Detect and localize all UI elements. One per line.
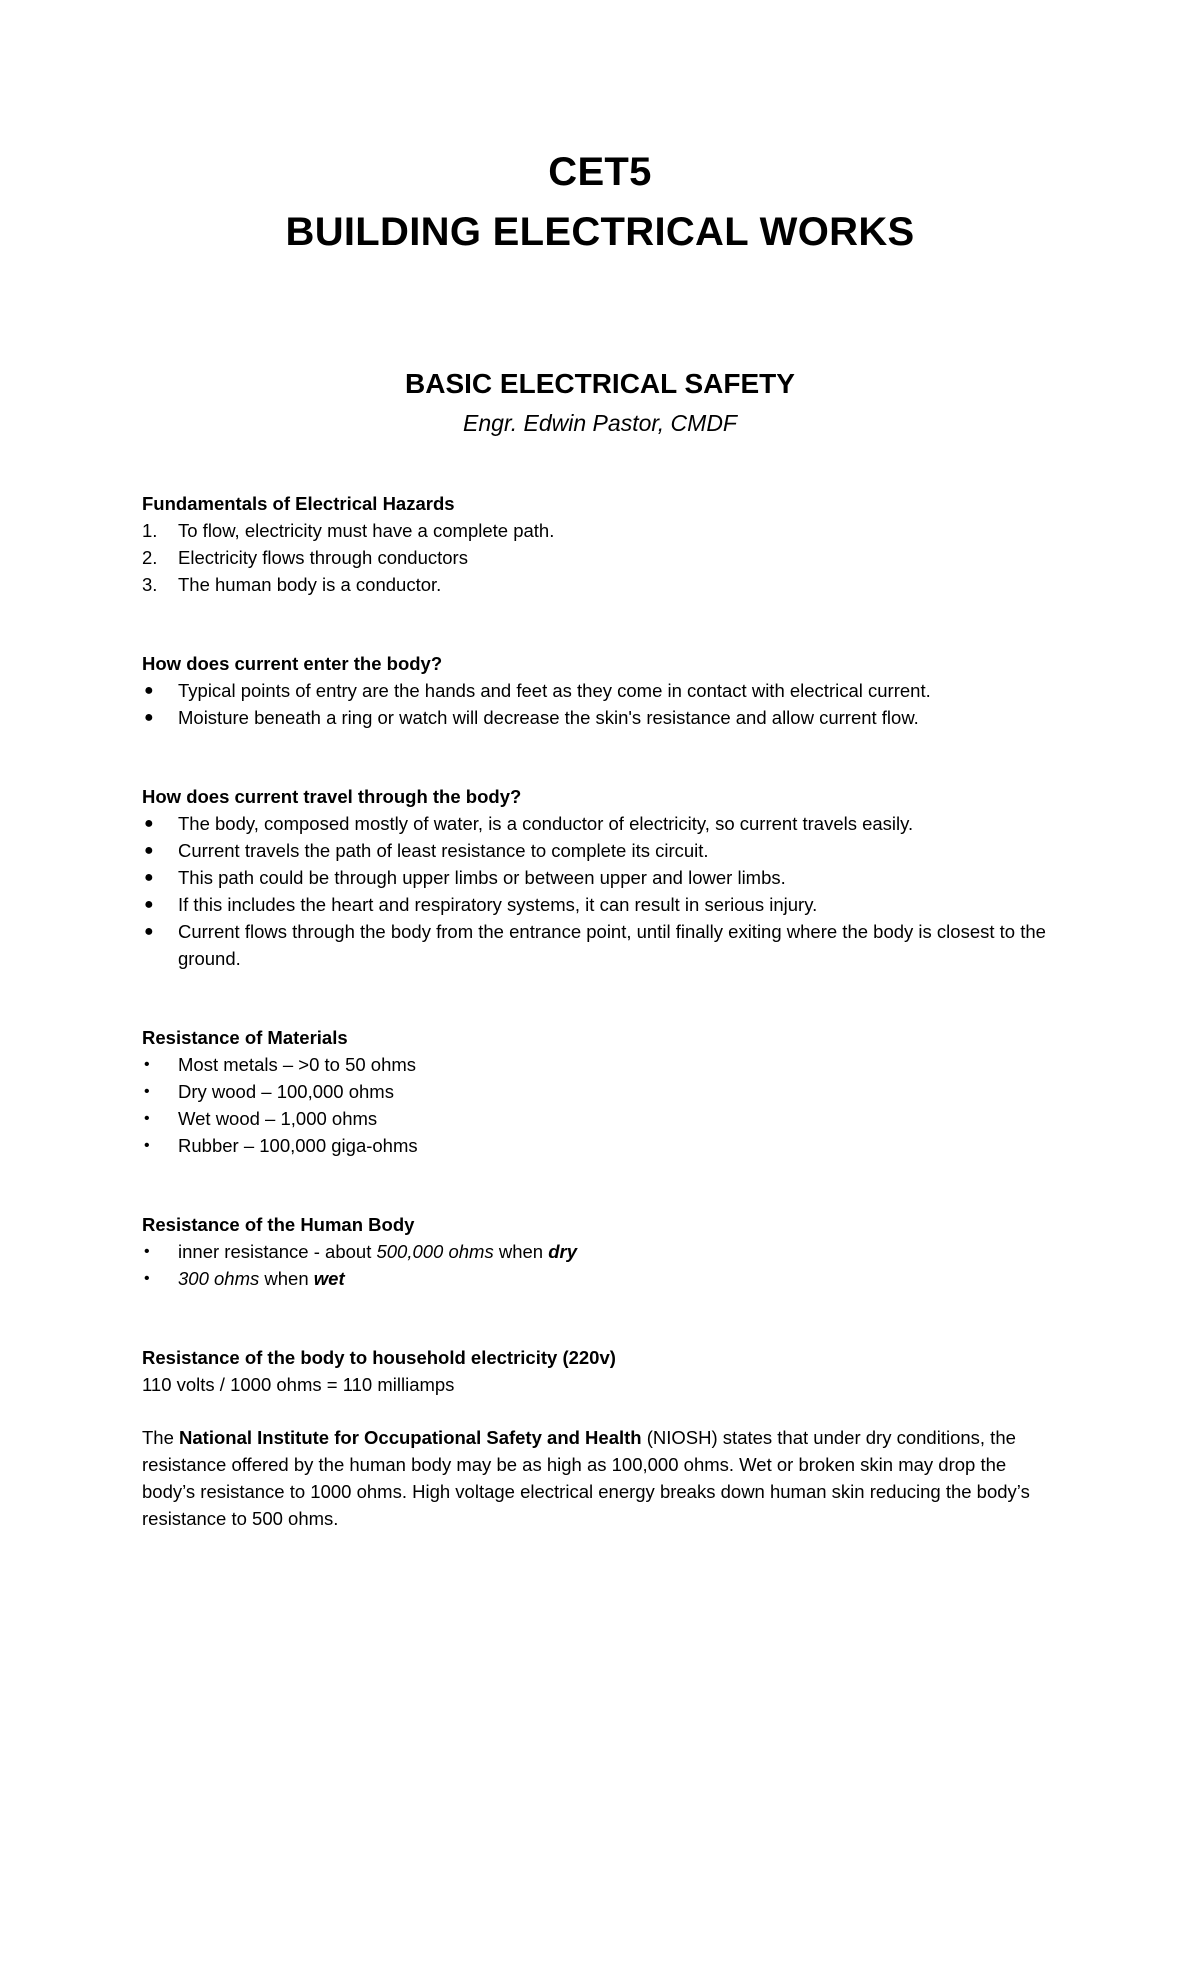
organization-name: National Institute for Occupational Safety and Health [179, 1427, 642, 1448]
condition-text: wet [313, 1268, 345, 1289]
section-heading: Resistance of Materials [142, 1027, 348, 1048]
list-item [142, 517, 1062, 544]
bullet-icon: • [144, 1083, 150, 1100]
bullet-list [142, 810, 1062, 972]
list-item-text: when [493, 1241, 549, 1262]
course-title: BUILDING ELECTRICAL WORKS [285, 210, 915, 254]
list-item-text: Current flows through the body from the entrance point, until finally exiting where the body is closest to the ground. [178, 921, 1046, 969]
document-body [142, 490, 1062, 1532]
resistance-value: 500,000 ohms [376, 1241, 494, 1262]
list-item-text: when [259, 1268, 314, 1289]
paragraph-text: The [142, 1427, 180, 1448]
list-item-text: Rubber – 100,000 giga-ohms [178, 1135, 418, 1156]
section-fundamentals [142, 490, 1062, 598]
bullet-icon: • [144, 1270, 150, 1287]
bullet-list [142, 1238, 1062, 1292]
list-item-text: Wet wood – 1,000 ohms [178, 1108, 378, 1129]
formula-text: 110 volts / 1000 ohms = 110 milliamps [142, 1374, 455, 1395]
list-item-text: Most metals – >0 to 50 ohms [178, 1054, 417, 1075]
section-heading: Resistance of the body to household electricity (220v) [142, 1347, 616, 1368]
list-item [142, 677, 1062, 704]
niosh-paragraph [142, 1424, 1062, 1532]
paragraph-text: (NIOSH) states that under dry conditions, the resistance offered by the human body may be as high as 100,000 ohms. Wet or broken skin may drop the body’s resistance to 1000 ohms. High voltage electrical energy breaks down human skin reducing the body’s resistance to 500 ohms. [142, 1427, 1030, 1529]
list-item-text: This path could be through upper limbs or between upper and lower limbs. [178, 867, 786, 888]
list-item-text: The body, composed mostly of water, is a conductor of electricity, so current travels easily. [178, 813, 914, 834]
bullet-icon: • [144, 1137, 150, 1154]
list-item [142, 810, 1062, 837]
bullet-icon: ● [144, 896, 154, 913]
bullet-list [142, 1051, 1062, 1159]
section-resistance-materials [142, 1024, 1062, 1159]
bullet-list [142, 677, 1062, 731]
bullet-icon: ● [144, 815, 154, 832]
list-item-text: Typical points of entry are the hands and feet as they come in contact with electrical current. [178, 680, 931, 701]
list-item [142, 1132, 1062, 1159]
bullet-icon: ● [144, 682, 154, 699]
list-item-text: The human body is a conductor. [178, 574, 442, 595]
list-item-text: inner resistance - about [178, 1241, 377, 1262]
list-item [142, 918, 1062, 972]
list-item [142, 1265, 1062, 1292]
bullet-icon: • [144, 1110, 150, 1127]
section-heading: Resistance of the Human Body [142, 1214, 415, 1235]
bullet-icon: ● [144, 923, 154, 940]
lesson-title-block [0, 362, 1200, 440]
list-item [142, 1051, 1062, 1078]
list-item [142, 891, 1062, 918]
list-item-text: Electricity flows through conductors [178, 547, 468, 568]
list-item [142, 864, 1062, 891]
bullet-icon: • [144, 1056, 150, 1073]
course-code: CET5 [548, 150, 652, 194]
bullet-icon: ● [144, 869, 154, 886]
list-item [142, 544, 1062, 571]
list-number: 1. [142, 520, 158, 541]
numbered-list [142, 517, 1062, 598]
section-heading: How does current travel through the body? [142, 786, 522, 807]
section-heading: Fundamentals of Electrical Hazards [142, 493, 455, 514]
list-item-text: To flow, electricity must have a complete path. [178, 520, 555, 541]
lesson-author: Engr. Edwin Pastor, CMDF [463, 410, 737, 436]
list-item [142, 571, 1062, 598]
bullet-icon: ● [144, 842, 154, 859]
list-item [142, 1105, 1062, 1132]
bullet-icon: • [144, 1243, 150, 1260]
section-household-electricity [142, 1344, 1062, 1398]
list-item-text: Moisture beneath a ring or watch will decrease the skin's resistance and allow current flow. [178, 707, 919, 728]
list-item-text: If this includes the heart and respiratory systems, it can result in serious injury. [178, 894, 818, 915]
list-number: 3. [142, 574, 158, 595]
list-item-text: Current travels the path of least resistance to complete its circuit. [178, 840, 709, 861]
condition-text: dry [548, 1241, 578, 1262]
list-number: 2. [142, 547, 158, 568]
bullet-icon: ● [144, 709, 154, 726]
section-heading: How does current enter the body? [142, 653, 443, 674]
list-item [142, 837, 1062, 864]
list-item [142, 1238, 1062, 1265]
course-title-block [0, 142, 1200, 262]
list-item-text: Dry wood – 100,000 ohms [178, 1081, 394, 1102]
lesson-title: BASIC ELECTRICAL SAFETY [405, 368, 795, 399]
resistance-value: 300 ohms [178, 1268, 260, 1289]
section-current-travel [142, 783, 1062, 972]
list-item [142, 1078, 1062, 1105]
section-resistance-human-body [142, 1211, 1062, 1292]
section-current-enter [142, 650, 1062, 731]
list-item [142, 704, 1062, 731]
